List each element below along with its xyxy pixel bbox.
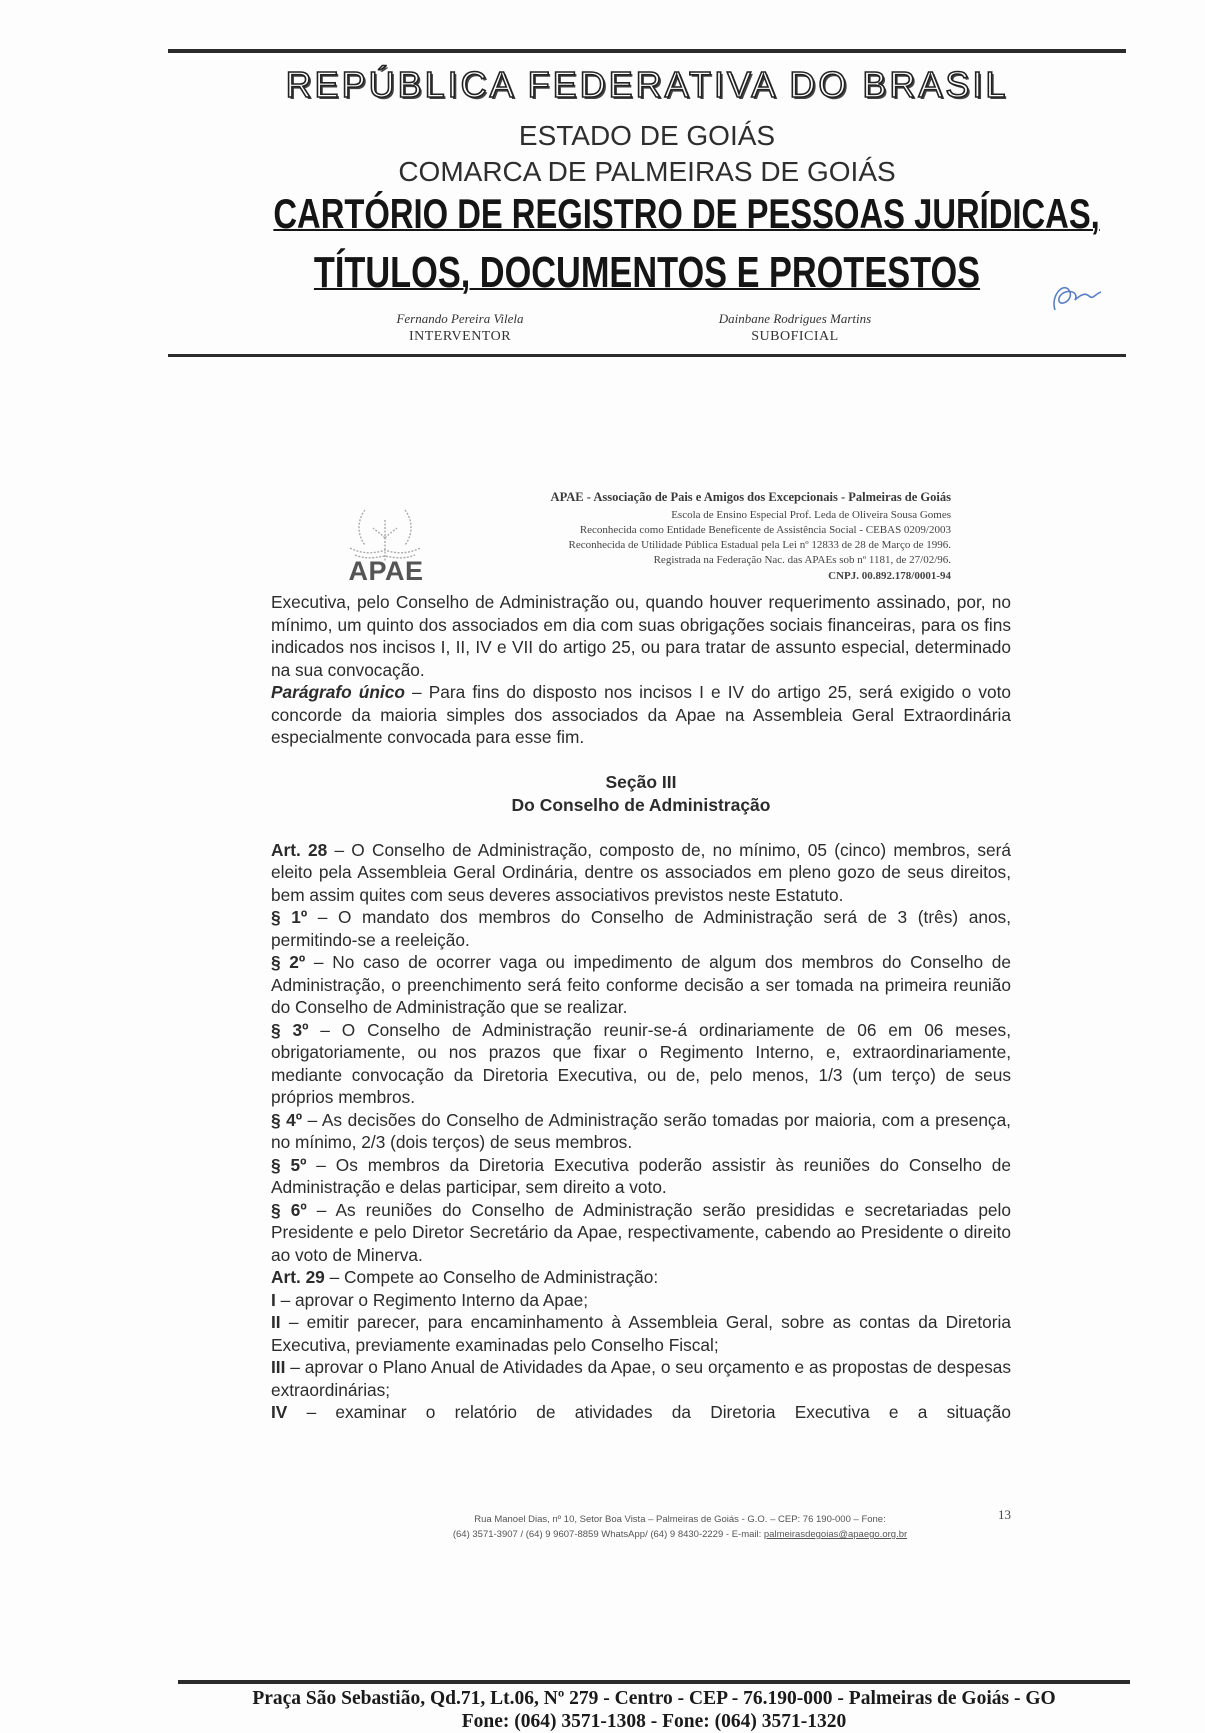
- header-bottom-rule: [168, 354, 1126, 357]
- paragraph-text: – No caso de ocorrer vaga ou impedimento de algum dos membros do Conselho de Administração, o preenchimento será feito conforme decisão a ser tomada na primeira reunião do Conselho de Administração que se realizar.: [271, 952, 1011, 1017]
- paragraph-label: § 2º: [271, 952, 306, 972]
- comarca-title: COMARCA DE PALMEIRAS DE GOIÁS: [398, 156, 896, 187]
- letterhead-line: Reconhecida de Utilidade Pública Estadual pela Lei nº 12833 de 28 de Março de 1996.: [568, 539, 951, 551]
- inciso-item: [271, 1311, 1011, 1356]
- paragraph-text: – O Conselho de Administração reunir-se-á ordinariamente de 06 em 06 meses, obrigatoriamente, ou nos prazos que fixar o Regimento Interno, e, extraordinariamente, mediante convocação da Diretoria Executiva, ou de, pelo menos, 1/3 (um terço) de seus próprios membros.: [271, 1019, 1011, 1107]
- section-title: Do Conselho de Administração: [511, 794, 771, 815]
- inciso-text: – emitir parecer, para encaminhamento à Assembleia Geral, sobre as contas da Diretoria Executiva, previamente examinadas pelo Conselho Fiscal;: [271, 1312, 1011, 1355]
- signatory-name: Fernando Pereira Vilela: [396, 311, 524, 326]
- inciso-item: [271, 1289, 1011, 1312]
- republica-title: REPÚBLICA FEDERATIVA DO BRASIL: [285, 64, 1009, 105]
- signatory-name: Dainbane Rodrigues Martins: [718, 311, 872, 326]
- apae-footer-phones: (64) 3571-3907 / (64) 9 9607-8859 WhatsApp/ (64) 9 8430-2229 - E-mail:: [452, 1529, 764, 1540]
- paragraph-item: [271, 1019, 1011, 1109]
- paragraph-text: – As reuniões do Conselho de Administração serão presididas e secretariadas pelo Presidente e pelo Diretor Secretário da Apae, respectivamente, cabendo ao Presidente o direito ao voto de Minerva.: [271, 1199, 1011, 1265]
- paragraph-item: [271, 1154, 1011, 1199]
- section-number: Seção III: [605, 772, 677, 792]
- paragrafo-unico-text: – Para fins do disposto nos incisos I e IV do artigo 25, será exigido o voto concorde da maioria simples dos associados da Apae na Assembleia Geral Extraordinária especialmente convocada para esse fim.: [271, 682, 1011, 747]
- inciso-item: [271, 1356, 1011, 1401]
- article-29: [271, 1266, 1011, 1289]
- paragraph-item: [271, 906, 1011, 951]
- inciso-text: – aprovar o Regimento Interno da Apae;: [275, 1289, 589, 1310]
- signatory-role: SUBOFICIAL: [751, 329, 839, 344]
- apae-footer: [300, 1512, 1060, 1542]
- paragraph-text: – As decisões do Conselho de Administração serão tomadas por maioria, com a presença, no mínimo, 2/3 (dois terços) de seus membros.: [271, 1109, 1011, 1152]
- article-text: – Compete ao Conselho de Administração:: [324, 1267, 659, 1287]
- paragraph-label: § 6º: [271, 1199, 307, 1220]
- letterhead-line: APAE - Associação de Pais e Amigos dos Excepcionais - Palmeiras de Goiás: [550, 490, 951, 504]
- cartorio-title-line2: TÍTULOS, DOCUMENTOS E PROTESTOS: [313, 248, 981, 297]
- inciso-item: [271, 1401, 1011, 1424]
- paragraph-item: [271, 1109, 1011, 1154]
- paragraph-text: – Os membros da Diretoria Executiva poderão assistir às reuniões do Conselho de Administração e delas participar, sem direito a voto.: [271, 1154, 1011, 1197]
- apae-footer-contacts: [300, 1527, 1060, 1542]
- apae-logo-text: APAE: [348, 556, 424, 586]
- apae-footer-address: Rua Manoel Dias, nº 10, Setor Boa Vista – Palmeiras de Goiás - G.O. – CEP: 76 190-000 – Fone:: [474, 1514, 886, 1525]
- article-text: – O Conselho de Administração, composto de, no mínimo, 05 (cinco) membros, será eleito pela Assembleia Geral Ordinária, dentre os associados em pleno gozo de seus direitos, bem assim quites com seus deveres associativos previstos neste Estatuto.: [271, 839, 1011, 905]
- paragrafo-unico: [271, 681, 1011, 749]
- statute-body: [271, 591, 1011, 1424]
- handwritten-initial-icon: [1045, 270, 1105, 315]
- article-label: Art. 28: [271, 839, 328, 860]
- cartorio-footer-address: Praça São Sebastião, Qd.71, Lt.06, Nº 279 - Centro - CEP - 76.190-000 - Palmeiras de Goiás - GO: [252, 1688, 1056, 1709]
- inciso-text: – examinar o relatório de atividades da Diretoria Executiva e a situação: [287, 1402, 1011, 1422]
- estado-title: ESTADO DE GOIÁS: [518, 120, 776, 151]
- paragraph-item: [271, 1199, 1011, 1267]
- letterhead-line: Escola de Ensino Especial Prof. Leda de Oliveira Sousa Gomes: [671, 509, 951, 521]
- footer-rule: [178, 1680, 1130, 1684]
- paragraph-label: § 3º: [271, 1019, 309, 1040]
- paragraph-label: § 4º: [271, 1109, 303, 1130]
- inciso-label: I: [271, 1289, 276, 1310]
- inciso-text: – aprovar o Plano Anual de Atividades da Apae, o seu orçamento e as propostas de despesas extraordinárias;: [271, 1357, 1011, 1400]
- inciso-label: III: [271, 1357, 286, 1377]
- paragrafo-unico-label: Parágrafo único: [271, 682, 405, 702]
- article-28: [271, 839, 1011, 907]
- signatory-role: INTERVENTOR: [408, 329, 512, 344]
- letterhead-line: Reconhecida como Entidade Beneficente de Assistência Social - CEBAS 0209/2003: [579, 524, 951, 536]
- cartorio-title-line1: CARTÓRIO DE REGISTRO DE PESSOAS JURÍDICAS,: [273, 190, 1100, 237]
- cartorio-footer-phones: Fone: (064) 3571-1308 - Fone: (064) 3571-1320: [461, 1711, 847, 1732]
- letterhead-cnpj: CNPJ. 00.892.178/0001-94: [828, 570, 951, 582]
- inciso-label: II: [271, 1312, 281, 1332]
- paragraph-text: – O mandato dos membros do Conselho de Administração será de 3 (três) anos, permitindo-se a reeleição.: [271, 907, 1011, 950]
- apae-email-link[interactable]: palmeirasdegoias@apaego.org.br: [763, 1529, 908, 1540]
- article-label: Art. 29: [271, 1267, 325, 1287]
- letterhead-line: Registrada na Federação Nac. das APAEs sob nº 1181, de 27/02/96.: [653, 554, 951, 566]
- paragraph-label: § 1º: [271, 907, 308, 927]
- header-top-rule: [168, 49, 1126, 53]
- paragraph-continuation: Executiva, pelo Conselho de Administração ou, quando houver requerimento assinado, por, no mínimo, um quinto dos associados em dia com suas obrigações sociais financeiras, para os fins indicados nos incisos I, II, IV e VII do artigo 25, ou para tratar de assunto especial, determinado na sua convocação.: [271, 592, 1011, 680]
- paragraph-item: [271, 951, 1011, 1019]
- paragraph-label: § 5º: [271, 1154, 307, 1175]
- inciso-label: IV: [271, 1402, 288, 1422]
- page-number: 13: [998, 1507, 1011, 1522]
